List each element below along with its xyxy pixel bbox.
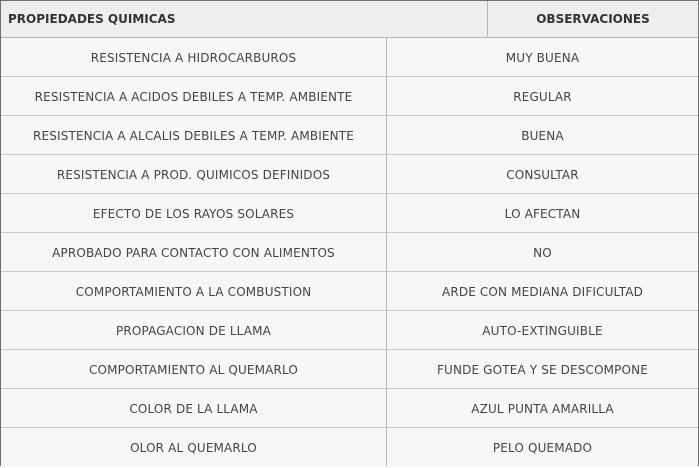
table-row [1,116,698,155]
property-cell: RESISTENCIA A PROD. QUIMICOS DEFINIDOS [1,155,387,193]
table-row [1,155,698,194]
table-row [1,77,698,116]
table-row [1,350,698,389]
property-cell: RESISTENCIA A ACIDOS DEBILES A TEMP. AMBIENTE [1,77,387,115]
observation-cell: REGULAR [513,90,572,104]
table-row [1,38,698,77]
property-cell: RESISTENCIA A ALCALIS DEBILES A TEMP. AMBIENTE [1,116,387,154]
observation-cell: MUY BUENA [505,51,580,65]
observation-cell: NO [533,246,552,260]
table-row [1,389,698,428]
property-cell: COMPORTAMIENTO AL QUEMARLO [1,350,387,388]
observation-cell: BUENA [521,129,564,143]
property-cell: COMPORTAMIENTO A LA COMBUSTION [1,272,387,310]
table-body [1,38,698,467]
property-cell: RESISTENCIA A HIDROCARBUROS [1,38,387,76]
observation-cell: CONSULTAR [506,168,579,182]
table-row [1,311,698,350]
table-row [1,272,698,311]
property-cell: EFECTO DE LOS RAYOS SOLARES [1,194,387,232]
observation-cell: ARDE CON MEDIANA DIFICULTAD [441,285,644,299]
table-header [1,1,698,38]
table-row [1,428,698,467]
property-cell: OLOR AL QUEMARLO [1,428,387,466]
observation-cell: AUTO-EXTINGUIBLE [482,324,603,338]
header-properties: PROPIEDADES QUIMICAS [1,1,488,37]
observation-cell: AZUL PUNTA AMARILLA [471,402,614,416]
property-cell: COLOR DE LA LLAMA [1,389,387,427]
table-row [1,194,698,233]
property-cell: PROPAGACION DE LLAMA [1,311,387,349]
observation-cell: FUNDE GOTEA Y SE DESCOMPONE [436,363,649,377]
observation-cell: LO AFECTAN [504,207,581,221]
observation-cell: PELO QUEMADO [492,441,593,455]
header-observations: OBSERVACIONES [536,12,650,26]
property-cell: APROBADO PARA CONTACTO CON ALIMENTOS [1,233,387,271]
table-row [1,233,698,272]
